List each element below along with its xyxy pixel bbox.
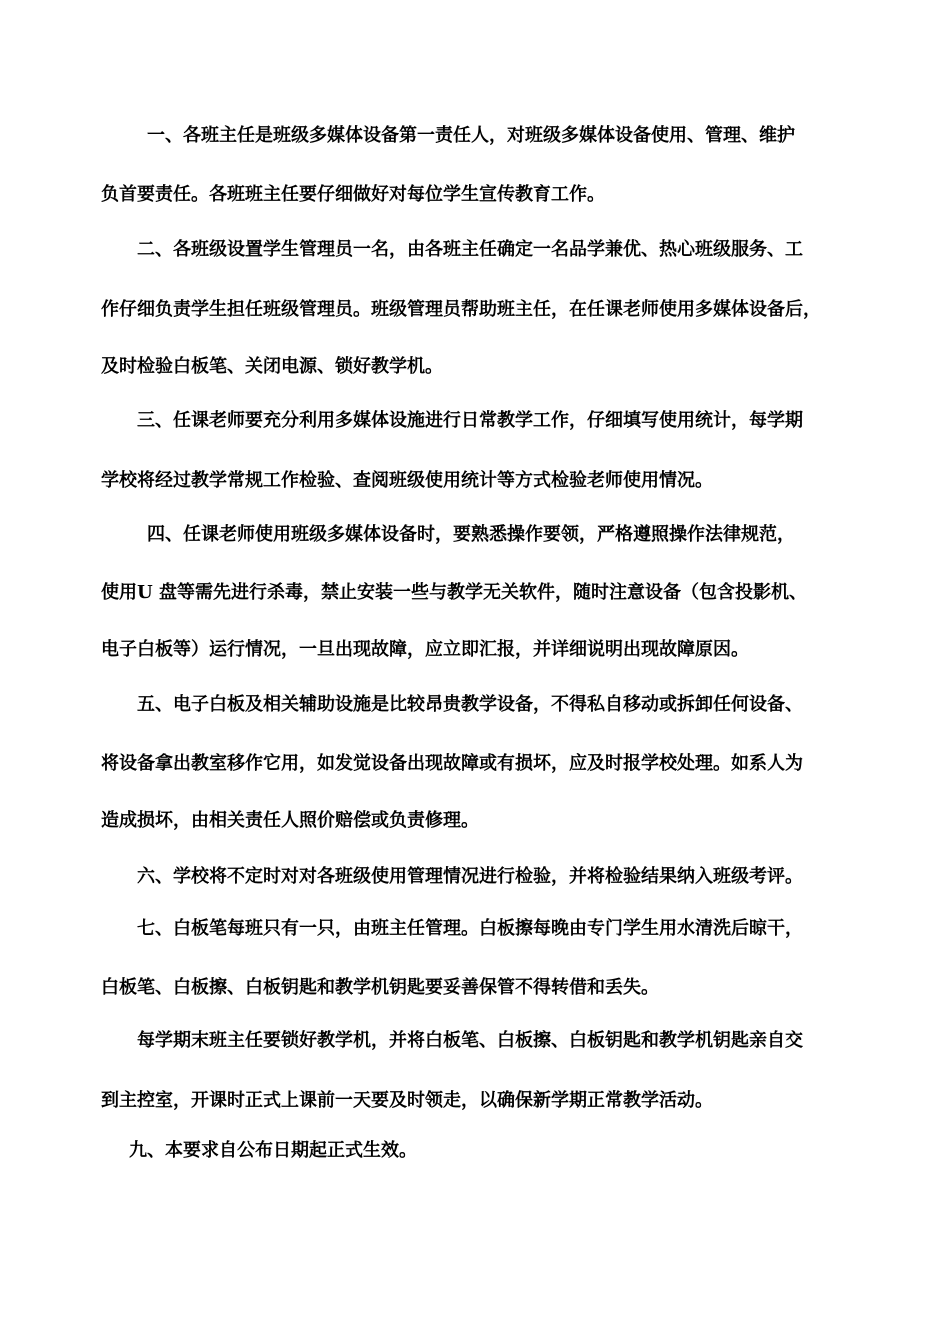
text-line [0,749,950,779]
line-text: 九、本要求自公布日期起正式生效。 [129,1140,417,1161]
line-text: 造成损坏，由相关责任人照价赔偿或负责修理。 [101,810,479,831]
line-text: 电子白板等）运行情况，一旦出现故障，应立即汇报，并详细说明出现故障原因。 [101,639,749,660]
text-line [0,121,950,151]
text-line [0,235,950,265]
text-line [0,690,950,720]
line-text: 一、各班主任是班级多媒体设备第一责任人，对班级多媒体设备使用、管理、维护 [147,125,795,146]
text-line [0,862,950,892]
line-text: 负首要责任。各班班主任要仔细做好对每位学生宣传教育工作。 [101,184,605,205]
text-line [0,1086,950,1116]
line-text: 五、电子白板及相关辅助设施是比较昂贵教学设备，不得私自移动或拆卸任何设备、 [137,694,803,715]
text-line [0,1026,950,1056]
line-text: 白板笔、白板擦、白板钥匙和教学机钥匙要妥善保管不得转借和丢失。 [101,977,659,998]
line-text: 及时检验白板笔、关闭电源、锁好教学机。 [101,356,443,377]
text-line [0,578,950,608]
text-line [0,635,950,665]
line-text: 学校将经过教学常规工作检验、查阅班级使用统计等方式检验老师使用情况。 [101,470,713,491]
text-line [0,520,950,550]
text-line [0,466,950,496]
line-text: 作仔细负责学生担任班级管理员。班级管理员帮助班主任，在任课老师使用多媒体设备后， [101,299,821,320]
line-text: 六、学校将不定时对对各班级使用管理情况进行检验，并将检验结果纳入班级考评。 [137,866,803,887]
line-text: 使用U 盘等需先进行杀毒，禁止安装一些与教学无关软件，随时注意设备（包含投影机、 [101,582,807,603]
line-text: 四、任课老师使用班级多媒体设备时，要熟悉操作要领，严格遵照操作法律规范， [147,524,795,545]
text-line [0,352,950,382]
text-line [0,1136,950,1166]
text-line [0,973,950,1003]
line-text: 每学期末班主任要锁好教学机，并将白板笔、白板擦、白板钥匙和教学机钥匙亲自交 [137,1030,803,1051]
text-line [0,806,950,836]
text-line [0,295,950,325]
text-line [0,406,950,436]
line-text: 七、白板笔每班只有一只，由班主任管理。白板擦每晚由专门学生用水清洗后晾干， [137,918,803,939]
line-text: 到主控室，开课时正式上课前一天要及时领走，以确保新学期正常教学活动。 [101,1090,713,1111]
line-text: 将设备拿出教室移作它用，如发觉设备出现故障或有损坏，应及时报学校处理。如系人为 [101,753,803,774]
text-line [0,180,950,210]
line-text: 三、任课老师要充分利用多媒体设施进行日常教学工作，仔细填写使用统计，每学期 [137,410,803,431]
text-line [0,914,950,944]
line-text: 二、各班级设置学生管理员一名，由各班主任确定一名品学兼优、热心班级服务、工 [137,239,803,260]
